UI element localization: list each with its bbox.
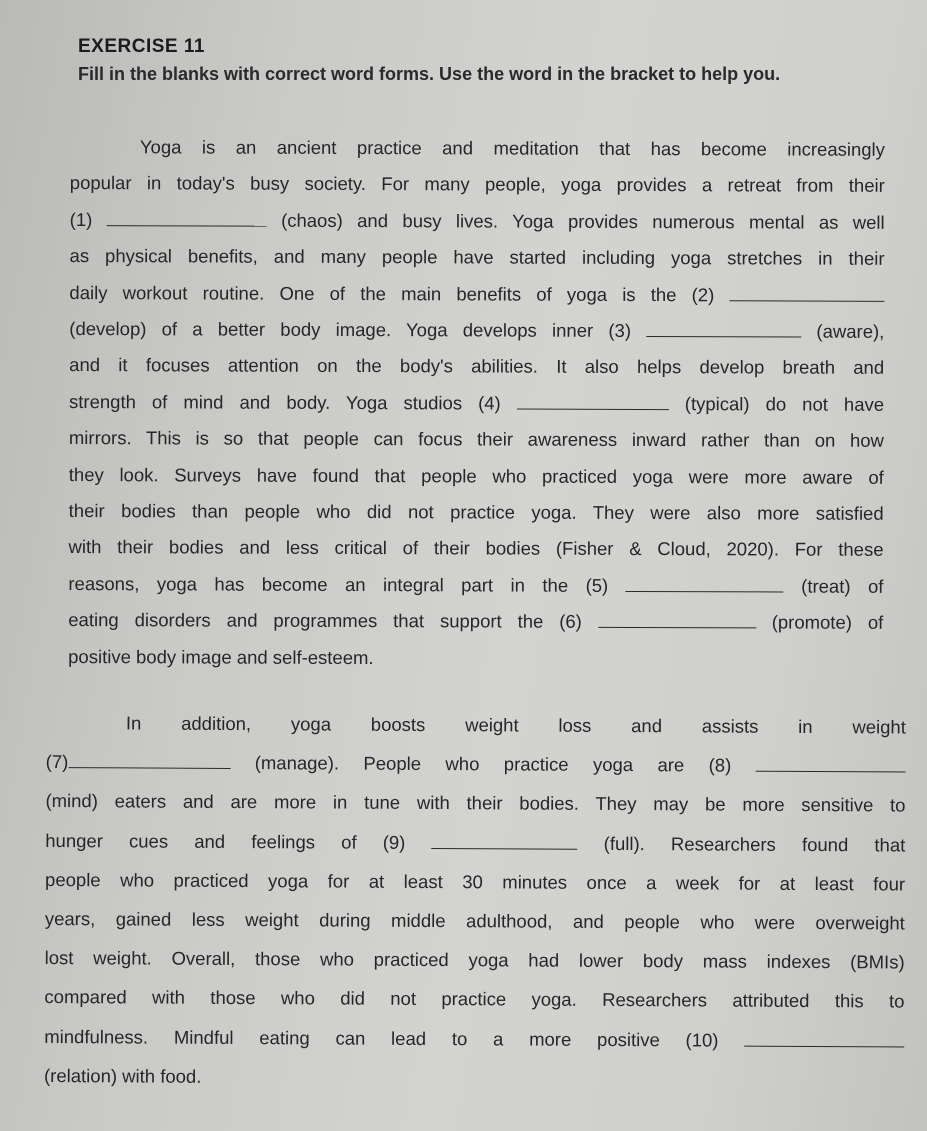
text-line: lost weight. Overall, those who practiced yoga had lower body mass indexes (BMIs) [44,947,905,973]
text-segment: mindfulness. Mindful eating can lead to a more positive (10) [44,1025,719,1051]
blank-label: (1) [69,208,93,230]
text-line: years, gained less weight during middle adulthood, and people who were overweight [44,908,905,934]
text-line [69,384,884,423]
text-line: popular in today's busy society. For many people, yoga provides a retreat from their [69,172,885,197]
text-line: their bodies than people who did not practice yoga. They were also more satisfied [68,500,884,524]
text-segment: (develop) of a better body image. Yoga develops inner (3) [69,318,632,341]
text-segment: (treat) of [801,575,884,597]
text-line [69,311,884,350]
text-line: compared with those who did not practice yoga. Researchers attributed this to [44,986,905,1012]
text-line [46,742,906,786]
text-line [68,602,883,641]
text-segment: strength of mind and body. Yoga studios (4) [69,390,501,414]
text-line: with their bodies and less critical of their bodies (Fisher & Cloud, 2020). For these [68,536,884,561]
text-segment: (7) [45,751,69,773]
text-line: (mind) eaters and are more in tune with their bodies. They may be more sensitive to [45,790,906,816]
text-line: as physical benefits, and many people have started including yoga stretches in their [69,245,885,270]
text-line: and it focuses attention on the body's abilities. It also helps develop breath and [69,354,885,379]
text-line: they look. Surveys have found that people who practiced yoga were more aware of [68,463,884,488]
blank-10[interactable] [744,1029,904,1047]
blank-2[interactable] [729,284,884,302]
exercise-title: EXERCISE 11 [78,36,205,57]
exercise-instruction: Fill in the blanks with correct word forms. Use the word in the bracket to help you. [78,64,781,84]
text-segment: daily workout routine. One of the main benefits of yoga is the (2) [69,281,715,305]
text-line [69,275,884,314]
blank-3[interactable] [646,320,801,338]
text-line: In addition, yoga boosts weight loss and assists in weight [125,712,906,738]
text-segment: (full). Researchers found that [603,832,906,856]
text-segment: reasons, yoga has become an integral part in the (5) [68,572,609,596]
text-line [44,1017,904,1061]
text-line [45,821,905,865]
text-segment: eating disorders and programmes that support the (6) [68,609,582,633]
text-line: mirrors. This is so that people can focus their awareness inward rather than on how [68,427,884,452]
blank-9[interactable] [432,832,578,850]
blank-4[interactable] [517,392,669,410]
text-line: (relation) with food. [43,1064,202,1087]
text-segment: (manage). People who practice yoga are (8) [254,752,732,776]
text-line: Yoga is an ancient practice and meditation that has become increasingly [139,136,885,160]
text-segment: (aware), [816,320,885,342]
text-segment: (typical) do not have [684,392,885,415]
text-segment: (promote) of [771,611,884,634]
text-segment: (chaos) and busy lives. Yoga provides numerous mental as well [281,209,885,233]
text-line [70,202,885,241]
text-line [68,566,883,605]
text-line: positive body image and self-esteem. [68,645,374,668]
blank-7[interactable] [68,751,230,769]
blank-5[interactable] [626,575,784,593]
text-segment: hunger cues and feelings of (9) [45,829,406,853]
text-line: people who practiced yoga for at least 30 minutes once a week for at least four [45,868,906,895]
paragraph-1 [68,129,885,678]
paragraph-2 [44,703,906,1100]
blank-8[interactable] [756,755,906,773]
blank-1[interactable] [107,209,267,227]
blank-6[interactable] [598,611,756,629]
